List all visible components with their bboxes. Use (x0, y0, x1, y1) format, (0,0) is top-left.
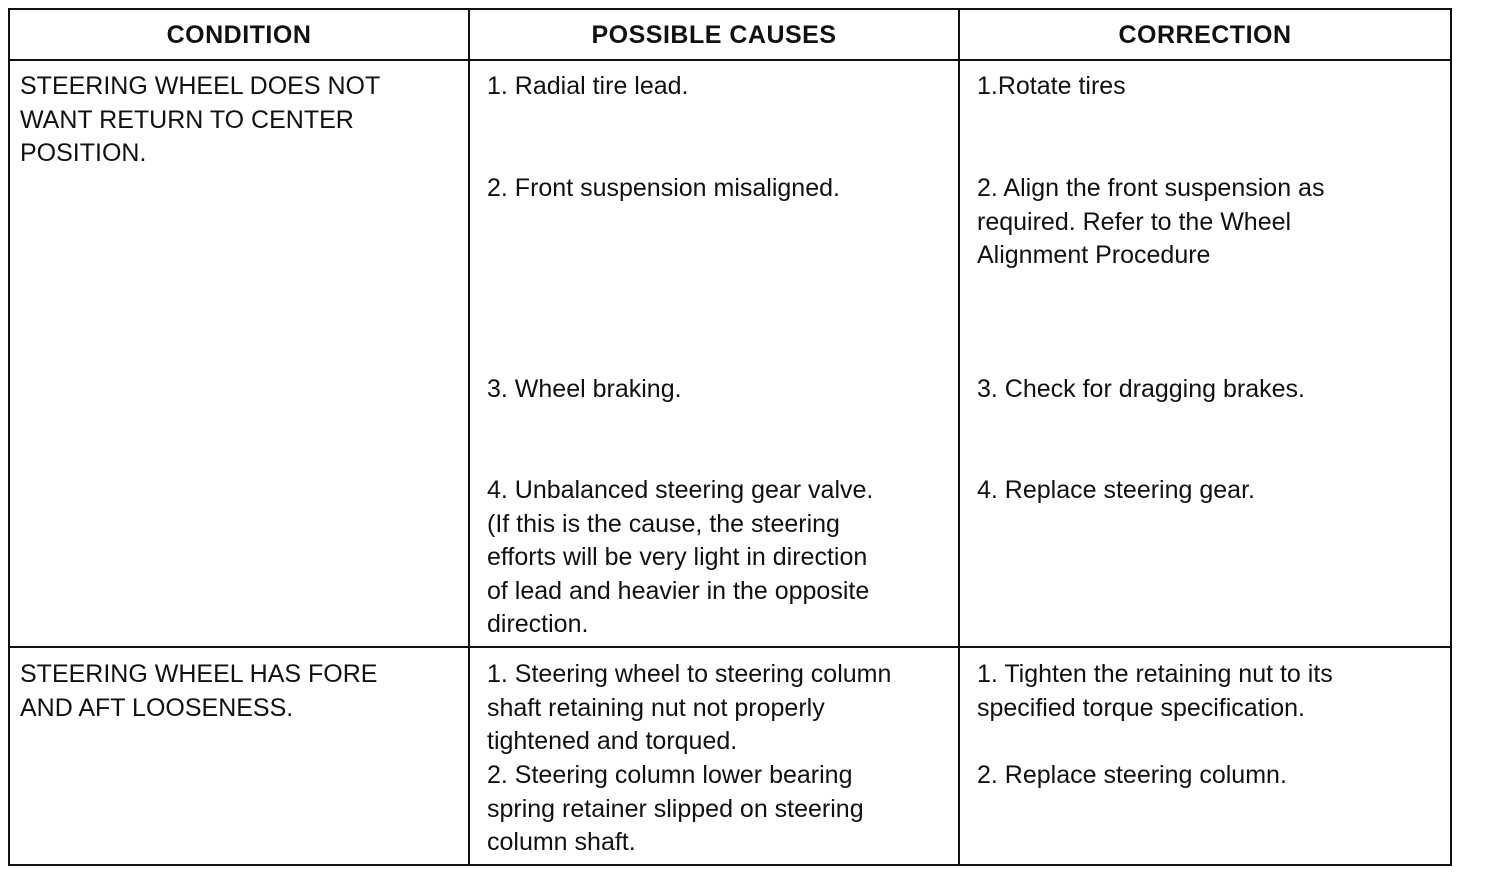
row1-correction-2: 2. Align the front suspension as required. Refer to the Wheel Alignment Procedure (977, 174, 1325, 269)
row1-correction-1: 1.Rotate tires (977, 72, 1126, 100)
row1-cause-3: 3. Wheel braking. (487, 375, 682, 403)
row2-cause-1: 1. Steering wheel to steering column shaft retaining nut not properly tightened and torqued. (487, 660, 892, 755)
row1-cause-4: 4. Unbalanced steering gear valve. (If this is the cause, the steering efforts will be very light in direction of lead and heavier in the opposite direction. (487, 476, 874, 638)
row2-cause-2: 2. Steering column lower bearing spring retainer slipped on steering column shaft. (487, 761, 864, 856)
column-divider (958, 10, 960, 864)
row-divider (10, 646, 1450, 648)
row1-cause-1: 1. Radial tire lead. (487, 72, 689, 100)
row2-correction-1: 1. Tighten the retaining nut to its specified torque specification. (977, 660, 1333, 722)
header-correction: CORRECTION (1118, 20, 1292, 49)
row2-condition: STEERING WHEEL HAS FORE AND AFT LOOSENESS. (20, 660, 378, 722)
diagnosis-table (8, 8, 1452, 866)
header-condition: CONDITION (166, 20, 312, 49)
row1-condition: STEERING WHEEL DOES NOT WANT RETURN TO CENTER POSITION. (20, 72, 381, 167)
row2-correction-2: 2. Replace steering column. (977, 761, 1287, 789)
row1-correction-4: 4. Replace steering gear. (977, 476, 1255, 504)
column-divider (468, 10, 470, 864)
row1-correction-3: 3. Check for dragging brakes. (977, 375, 1305, 403)
row1-cause-2: 2. Front suspension misaligned. (487, 174, 840, 202)
header-possible-causes: POSSIBLE CAUSES (591, 20, 837, 49)
